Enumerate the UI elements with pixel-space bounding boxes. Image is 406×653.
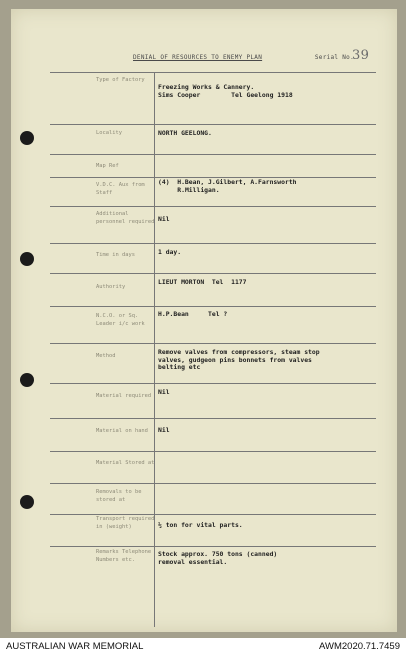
label-material-stored-at: Material Stored at: [96, 460, 155, 466]
row-nco: [50, 306, 376, 343]
label-material-on-hand: Material on hand: [96, 428, 148, 434]
label-type-of-factory: Type of Factory: [96, 77, 145, 83]
value-type-of-factory: Freezing Works & Cannery. Sims Cooper Tel Geelong 1918: [158, 83, 293, 99]
rule: [50, 546, 376, 547]
rule: [50, 514, 376, 515]
rule: [50, 72, 376, 73]
value-remarks: Stock approx. 750 tons (canned) removal essential.: [158, 550, 278, 566]
rule: [50, 343, 376, 344]
value-nco: H.P.Bean Tel ?: [158, 310, 228, 318]
label-method: Method: [96, 353, 116, 359]
rule: [50, 206, 376, 207]
row-authority: [50, 273, 376, 306]
form-title: DENIAL OF RESOURCES TO ENEMY PLAN: [133, 54, 263, 61]
label-locality: Locality: [96, 130, 122, 136]
serial-number: 39: [352, 48, 370, 63]
rule: [50, 124, 376, 125]
rule: [50, 483, 376, 484]
label-time-in-days: Time in days: [96, 252, 135, 258]
row-vdc-aux: [50, 177, 376, 206]
value-authority: LIEUT MORTON Tel 1177: [158, 278, 247, 286]
serial-label: Serial No.: [314, 54, 354, 61]
rule: [50, 154, 376, 155]
punch-hole: [20, 131, 34, 145]
label-removals-stored-at: Removals to be stored at: [96, 489, 142, 503]
rule: [50, 273, 376, 274]
form-header: [133, 48, 370, 63]
value-transport: ½ ton for vital parts.: [158, 521, 243, 529]
rule: [50, 243, 376, 244]
value-time-in-days: 1 day.: [158, 248, 182, 256]
value-method: Remove valves from compressors, steam stop valves, gudgeon pins bonnets from valves belting etc: [158, 348, 320, 371]
row-material-required: [50, 383, 376, 418]
punch-hole: [20, 373, 34, 387]
label-material-required: Material required: [96, 393, 152, 399]
row-remarks: [50, 546, 376, 626]
rule: [50, 383, 376, 384]
label-nco: N.C.O. or Sq. Leader i/c work: [96, 313, 145, 327]
rule: [50, 418, 376, 419]
row-material-stored-at: [50, 451, 376, 483]
row-map-ref: [50, 154, 376, 177]
row-type-of-factory: [50, 72, 376, 124]
row-material-on-hand: [50, 418, 376, 451]
value-additional-personnel: Nil: [158, 215, 170, 223]
value-material-on-hand: Nil: [158, 426, 170, 434]
rule: [50, 306, 376, 307]
label-transport: Transport required in (weight): [96, 516, 155, 530]
punch-hole: [20, 252, 34, 266]
label-remarks: Remarks Telephone Numbers etc.: [96, 549, 152, 563]
row-transport: [50, 514, 376, 546]
label-authority: Authority: [96, 284, 126, 290]
row-additional-personnel: [50, 206, 376, 243]
row-removals-stored-at: [50, 483, 376, 514]
label-additional-personnel: Additional personnel required: [96, 211, 155, 225]
accession-number: AWM2020.71.7459: [319, 641, 400, 652]
value-vdc-aux: (4) H.Bean, J.Gilbert, A.Farnsworth R.Milligan.: [158, 178, 297, 194]
row-locality: [50, 124, 376, 154]
rule: [50, 451, 376, 452]
row-time-in-days: [50, 243, 376, 273]
archive-footer: [6, 640, 400, 653]
row-method: [50, 343, 376, 383]
value-locality: NORTH GEELONG.: [158, 129, 212, 137]
punch-hole: [20, 495, 34, 509]
institution-name: AUSTRALIAN WAR MEMORIAL: [6, 641, 144, 652]
label-vdc-aux: V.D.C. Aux from Staff: [96, 182, 145, 196]
value-material-required: Nil: [158, 388, 170, 396]
label-map-ref: Map Ref: [96, 163, 119, 169]
